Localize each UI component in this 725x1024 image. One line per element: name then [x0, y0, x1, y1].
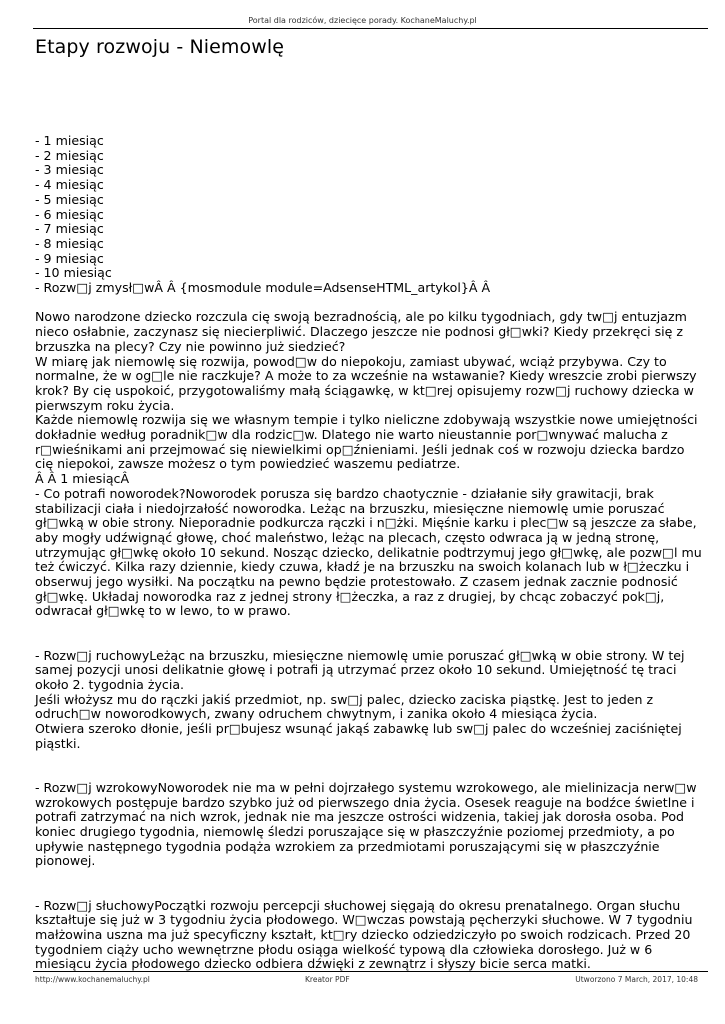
- footer-divider: [33, 971, 708, 972]
- article-body: [35, 134, 703, 972]
- site-header: Portal dla rodziców, dziecięce porady. KochaneMaluchy.pl: [248, 16, 477, 25]
- spacer: [35, 296, 703, 311]
- month-list: [35, 134, 703, 296]
- spacer: [35, 752, 703, 781]
- vision-development-paragraph: - Rozw□j wzrokowyNoworodek nie ma w pełni dojrzałego systemu wzrokowego, ale mielinizacja nerw□w wzrokowych postępuje bardzo szybko już od pierwszego dnia życia. Osesek reaguje na bodźce świetlne i potrafi zatrzymać na nich wzrok, jednak nie ma jeszcze ostrości widzenia, takiej jak dorosła osoba. Pod koniec drugiego tygodnia, niemowlę śledzi poruszające się w płaszczyźnie poziomej przedmioty, a po upływie następnego tygodnia podąża wzrokiem za przedmiotami poruszającymi się w płaszczyźnie pionowej.: [35, 779, 697, 869]
- month-link-2[interactable]: - 2 miesiąc: [35, 147, 104, 163]
- month-link-10[interactable]: - 10 miesiąc: [35, 265, 112, 281]
- month-link-1[interactable]: - 1 miesiąc: [35, 133, 104, 148]
- month-link-5[interactable]: - 5 miesiąc: [35, 191, 104, 207]
- month-link-4[interactable]: - 4 miesiąc: [35, 177, 104, 193]
- month-link-6[interactable]: - 6 miesiąc: [35, 206, 104, 222]
- newborn-abilities-paragraph: - Co potrafi noworodek?Noworodek porusza się bardzo chaotycznie - działanie siły grawitacji, brak stabilizacji ciała i niedojrzałość noworodka. Leżąc na brzuszku, miesięczne niemowlę umie poruszać gł□wką w obie strony. Nieporadnie podkurcza rączki i n□żki. Mięśnie karku i plec□w są jeszcze za słabe, aby mogły udźwignąć głowę, choć maleństwo, leżąc na plecach, często odwraca ją w jedną stronę, utrzymując gł□wkę około 10 sekund. Nosząc dziecko, delikatnie podtrzymuj jego gł□wkę, ale pozw□l mu też ćwiczyć. Kilka razy dziennie, kiedy czuwa, kładź je na brzuszku na swoich kolanach lub w ł□żeczku i obserwuj jego wysiłki. Na początku na pewno będzie protestowało. Z czasem jednak zacznie podnosić gł□wkę. Układaj noworodka raz z jednej strony ł□żeczka, a raz z drugiej, by chcąc zobaczyć pok□j, odwracał gł□wkę to w lewo, to w prawo.: [35, 485, 702, 619]
- spacer: [35, 869, 703, 898]
- page-title: Etapy rozwoju - Niemowlę: [35, 36, 285, 58]
- hearing-development-paragraph: - Rozw□j słuchowyPoczątki rozwoju percepcji słuchowej sięgają do okresu prenatalnego. Organ słuchu kształtuje się już w 3 tygodniu życia płodowego. W□wczas powstają pęcherzyki słuchowe. W 7 tygodniu małżowina uszna ma już specyficzny kształt, kt□ry dziecko odziedziczyło po swoich rodzicach. Przed 20 tygodniem ciąży ucho wewnętrzne płodu osiąga wielkość typową dla człowieka dorosłego. Już w 6 miesiącu życia płodowego dziecko odbiera dźwięki z zewnątrz i słyszy bicie serca matki.: [35, 897, 693, 972]
- header-divider: [33, 28, 708, 29]
- month-link-9[interactable]: - 9 miesiąc: [35, 250, 104, 266]
- footer-url-link[interactable]: http://www.kochanemaluchy.pl: [35, 975, 150, 984]
- motor-development-paragraph-3: Otwiera szeroko dłonie, jeśli pr□bujesz wsunąć jakąś zabawkę lub sw□j palec do wcześniej zaciśniętej piąstki.: [35, 721, 682, 751]
- senses-link[interactable]: - Rozw□j zmysł□wÂ Â {mosmodule module=AdsenseHTML_artykol}Â Â: [35, 280, 491, 296]
- intro-paragraph-3: Każde niemowlę rozwija się we własnym tempie i tylko nieliczne zdobywają wszystkie nowe umiejętności dokładnie według poradnik□w dla rodzic□w. Dlatego nie warto nieustannie por□wnywać malucha z r□wieśnikami ani przejmować się niewielkimi op□źnieniami. Jeśli jednak coś w rozwoju dziecka bardzo cię niepokoi, zawsze możesz o tym powiedzieć waszemu pediatrze.: [35, 412, 698, 472]
- motor-development-paragraph-1: - Rozw□j ruchowyLeżąc na brzuszku, miesięczne niemowlę umie poruszać gł□wką w obie strony. W tej samej pozycji unosi delikatnie głowę i potrafi ją utrzymać przez około 10 sekund. Umiejętność tę traci około 2. tygodnia życia.: [35, 647, 685, 692]
- section-heading-month-1: Â Â 1 miesiącÂ: [35, 471, 130, 487]
- month-link-7[interactable]: - 7 miesiąc: [35, 221, 104, 237]
- spacer: [35, 619, 703, 648]
- month-link-8[interactable]: - 8 miesiąc: [35, 235, 104, 251]
- footer-created-date: Utworzono 7 March, 2017, 10:48: [575, 975, 698, 984]
- footer-creator: Kreator PDF: [305, 975, 350, 984]
- intro-paragraph-2: W miarę jak niemowlę się rozwija, powod□w do niepokoju, zamiast ubywać, wciąż przybywa. Czy to normalne, że w og□le nie raczkuje? A może to za wcześnie na wstawanie? Kiedy wreszcie zrobi pierwszy krok? By cię uspokoić, przygotowaliśmy małą ściągawkę, w kt□rej opisujemy rozw□j ruchowy dziecka w pierwszym roku życia.: [35, 353, 697, 413]
- intro-paragraph-1: Nowo narodzone dziecko rozczula cię swoją bezradnością, ale po kilku tygodniach, gdy tw□j entuzjazm nieco osłabnie, zaczynasz się niecierpliwić. Dlaczego jeszcze nie podnosi gł□wki? Kiedy przekręci się z brzuszka na plecy? Czy nie powinno już siedzieć?: [35, 309, 687, 354]
- motor-development-paragraph-2: Jeśli włożysz mu do rączki jakiś przedmiot, np. sw□j palec, dziecko zaciska piąstkę. Jest to jeden z odruch□w noworodkowych, zwany odruchem chwytnym, i zanika około 4 miesiąca życia.: [35, 691, 654, 722]
- month-link-3[interactable]: - 3 miesiąc: [35, 162, 104, 178]
